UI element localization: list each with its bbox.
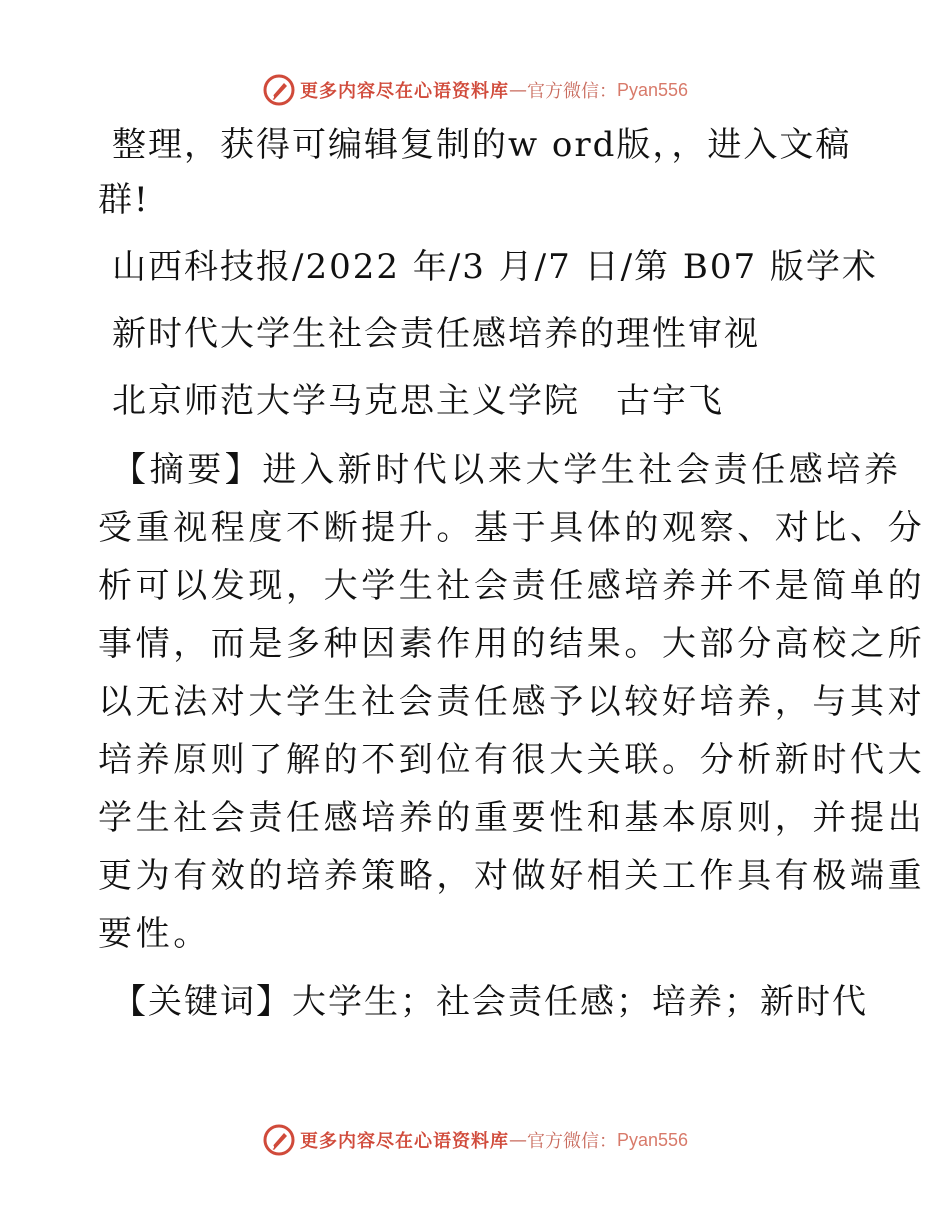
abstract-line-1: 【摘要】进入新时代以来大学生社会责任感培养 [112,450,902,490]
keywords-line [98,975,868,1030]
watermark-separator: — [508,1129,527,1151]
abstract-line-7: 学生社会责任感培养的重要性和基本原则，并提出 [98,798,926,838]
watermark-main-text: 更多内容尽在心语资料库 [299,81,509,102]
source-line: 山西科技报/2022 年/3 月/7 日/第 B07 版学术 [112,247,878,287]
abstract-label: 【摘要】 [112,450,263,490]
abstract-line-4: 事情，而是多种因素作用的结果。大部分高校之所 [98,624,926,664]
watermark-wechat-label: 官方微信： [526,81,617,102]
watermark-wechat-id: Pyan556 [616,79,689,100]
abstract-paragraph [98,441,926,963]
article-title: 新时代大学生社会责任感培养的理性审视 [112,314,760,354]
intro-line-2: 群! [98,180,150,220]
watermark-main-text: 更多内容尽在心语资料库 [299,1131,509,1152]
abstract-line-8: 更为有效的培养策略，对做好相关工作具有极端重 [98,856,926,896]
keywords-label: 【关键词】 [112,982,292,1022]
pen-logo-icon [262,73,296,107]
document-body [98,118,926,1030]
watermark-separator: — [508,79,527,101]
pen-logo-icon [262,1123,296,1157]
keywords-text: 大学生；社会责任感；培养；新时代 [292,982,868,1022]
abstract-line-5: 以无法对大学生社会责任感予以较好培养，与其对 [98,682,926,722]
abstract-line-3: 析可以发现，大学生社会责任感培养并不是简单的 [98,566,926,606]
footer-watermark [0,1120,950,1160]
abstract-line-6: 培养原则了解的不到位有很大关联。分析新时代大 [98,740,926,780]
intro-line-1: 整理，获得可编辑复制的w ord版，，进入文稿 [112,125,852,165]
article-author: 北京师范大学马克思主义学院 古宇飞 [112,381,724,421]
abstract-line-9: 要性。 [98,914,211,954]
abstract-line-2: 受重视程度不断提升。基于具体的观察、对比、分 [98,508,926,548]
header-watermark [0,70,950,110]
watermark-wechat-id: Pyan556 [616,1129,689,1150]
watermark-wechat-label: 官方微信： [526,1131,617,1152]
